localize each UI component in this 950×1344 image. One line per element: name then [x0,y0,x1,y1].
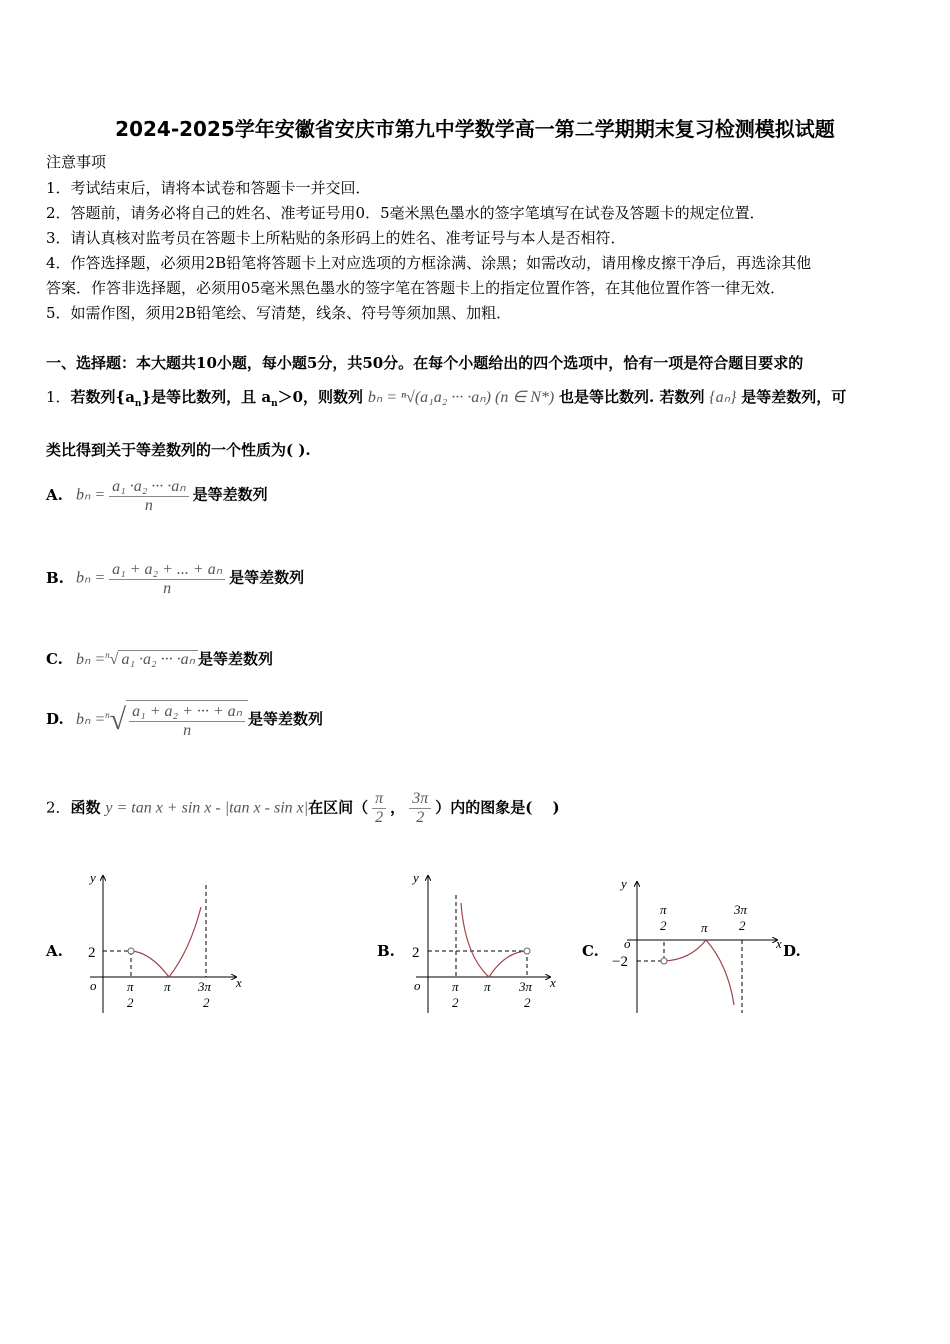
tick-den: 2 [452,995,459,1010]
radicand: a₁ ·a₂ ··· ·aₙ [118,650,198,668]
interval-start [372,790,386,827]
question-2 [46,790,560,827]
note-item: 4．作答选择题，必须用2B铅笔将答题卡上对应选项的方框涂满、涂黑；如需改动，请用橡皮擦干净后，再选涂其他 [46,254,812,272]
tick-neg-2: −2 [612,954,628,970]
q2-formula: y = tan x + sin x - |tan x - sin x| [105,799,309,817]
option-fraction [109,476,189,515]
origin-label: o [90,978,97,993]
q2-option-a-label[interactable]: A. [46,942,63,960]
open-point [661,958,667,964]
page-title: 2024-2025学年安徽省安庆市第九中学数学高一第二学期期末复习检测模拟试题 [115,117,835,141]
x-label: x [236,975,242,990]
q1-text-line2: 类比得到关于等差数列的一个性质为( ). [46,441,311,459]
option-label: B. [46,568,64,587]
note-item: 3．请认真核对监考员在答题卡上所粘贴的条形码上的姓名、准考证号与本人是否相符． [46,229,626,247]
q1-text: }是等比数列，且 a [141,388,272,406]
denominator: 2 [416,809,425,826]
q2-text: 在区间（ [308,798,369,817]
tick-den: 2 [660,918,667,933]
guide-line [103,951,131,977]
q2-option-d-label[interactable]: D. [783,942,801,960]
option-suffix: 是等差数列 [229,568,305,587]
root-index: n [105,650,110,660]
tick-pi-half: π [127,979,134,994]
option-label: D. [46,710,64,728]
tick-2: 2 [88,945,96,961]
q1-option-b[interactable] [46,559,304,598]
guide-line [637,940,664,961]
option-suffix: 是等差数列 [248,710,324,728]
q1-option-d[interactable]: D. bₙ =$^n$√ $\frac{\text{a₁ + a₂ + ··· + aₙ}}{n}$ 是等差数列 [46,700,323,740]
x-label: x [550,975,556,990]
q2-option-b-label[interactable]: B. [377,942,395,960]
q1-option-c[interactable]: C. bₙ =$^n$√ a₁ ·a₂ ··· ·aₙ 是等差数列 [46,650,273,668]
curve [664,940,734,1005]
q1-text: ＞0，则数列 [277,388,364,406]
root-index: n [105,710,110,720]
option-lhs: bₙ = [76,711,106,728]
q1-sub: n [134,399,142,409]
numerator: 3π [409,790,431,809]
graph-b[interactable] [411,870,556,1013]
denominator: 2 [375,809,384,826]
note-item: 5．如需作图，须用2B铅笔绘、写清楚，线条、符号等须加黑、加粗． [46,304,512,322]
tick-pi: π [701,920,708,935]
note-item: 2．答题前，请务必将自己的姓名、准考证号用0．5毫米黑色墨水的签字笔填写在试卷及答题卡的规定位置． [46,204,765,222]
q2-graphs [0,860,950,1030]
option-fraction [126,700,248,740]
open-point [128,948,134,954]
notes-heading: 注意事项 [46,153,107,171]
q1-text: 若数列{a [70,388,135,406]
option-lhs: bₙ = [76,486,106,504]
x-label: x [776,936,782,951]
denominator: n [163,580,172,597]
option-suffix: 是等差数列 [192,485,268,504]
question-1 [46,386,846,409]
q1-text: 也是等比数列. 若数列 [559,388,705,406]
q2-text: ）内的图象是( ) [435,798,560,817]
y-label: y [413,870,419,885]
q2-text: 函数 [70,798,101,817]
q1-sub: n [271,399,278,409]
tick-den: 2 [524,995,531,1010]
tick-den: 2 [127,995,134,1010]
tick-pi-half: π [660,902,667,917]
q2-option-c-label[interactable]: C. [582,942,599,960]
denominator: n [144,497,153,514]
tick-3pi-half: 3π [198,979,212,994]
q1-text: 是等差数列，可 [741,388,847,406]
q2-number: 2． [46,798,71,817]
q1-formula: bₙ = ⁿ√(a₁a₂ ··· ·aₙ) (n ∈ N*) [367,389,555,406]
tick-3pi-half: 3π [519,979,533,994]
option-suffix: 是等差数列 [197,650,273,668]
numerator: a₁ + a₂ + ··· + aₙ [129,701,245,722]
tick-pi-half: π [452,979,459,994]
curve [131,907,201,977]
q1-seq: {aₙ} [709,389,737,406]
origin-label: o [624,936,631,951]
note-item: 答案．作答非选择题，必须用05毫米黑色墨水的签字笔在答题卡上的指定位置作答，在其他位置作答一律无效． [46,279,786,297]
origin-label: o [414,978,421,993]
note-item: 1．考试结束后，请将本试卷和答题卡一并交回． [46,179,371,197]
comma: ， [390,798,406,817]
tick-pi: π [164,979,171,994]
tick-2: 2 [412,945,420,961]
open-point [524,948,530,954]
tick-den: 2 [739,918,746,933]
y-label: y [621,876,627,891]
q1-number: 1． [46,388,71,406]
option-lhs: bₙ = [76,569,106,587]
tick-den: 2 [203,995,210,1010]
graph-a[interactable] [88,870,242,1013]
interval-end [409,790,431,827]
q1-option-a[interactable] [46,476,268,515]
numerator: a₁ + a₂ + ... + aₙ [109,559,225,580]
option-label: A. [46,485,63,504]
graph-c[interactable] [612,876,782,1013]
denominator: n [183,722,192,739]
numerator: π [372,790,386,809]
numerator: a₁ ·a₂ ··· ·aₙ [109,476,189,497]
curve [461,903,527,977]
option-lhs: bₙ = [76,651,106,668]
option-label: C. [46,650,63,668]
section-heading: 一、选择题：本大题共10小题，每小题5分，共50分。在每个小题给出的四个选项中，恰有一项是符合题目要求的 [46,354,804,372]
tick-pi: π [484,979,491,994]
y-label: y [90,870,96,885]
tick-3pi-half: 3π [734,902,748,917]
option-fraction [109,559,225,598]
